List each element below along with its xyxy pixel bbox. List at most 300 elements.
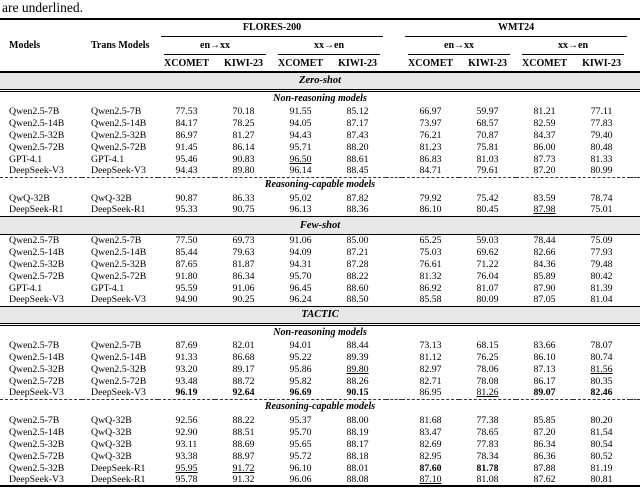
metric-value: 95.86 [289,363,312,375]
metric-value: 85.12 [346,105,369,117]
metric-value: 86.83 [419,153,442,165]
trans-model-name: DeepSeek-V3 [91,387,146,399]
metric-value: 93.38 [175,450,198,462]
metric-value: 79.61 [476,165,499,177]
trans-model-name: Qwen2.5-32B [91,363,147,375]
metric-value: 80.20 [590,414,613,426]
column-gap [630,351,640,363]
direction-header-flores-en-xx: en→xx [158,37,272,55]
trans-model-name: QwQ-32B [91,192,132,204]
metric-value: 90.75 [232,204,255,216]
metric-value: 91.80 [175,270,198,282]
metric-value: 88.19 [346,426,369,438]
metric-value: 96.50 [289,153,312,165]
model-name: Qwen2.5-32B [9,462,65,474]
metric-value: 80.35 [590,375,613,387]
column-gap [630,339,640,351]
metric-value: 81.23 [419,141,442,153]
table-row [0,363,640,375]
trans-model-name: DeepSeek-V3 [91,165,146,177]
table-row [0,141,640,153]
section-band-row [0,306,640,324]
model-name: DeepSeek-V3 [9,474,64,485]
model-group-subtitle: Non-reasoning models [273,92,367,104]
metric-value: 70.87 [476,129,499,141]
metric-value: 88.01 [346,462,369,474]
metric-value: 96.14 [289,165,312,177]
metric-value: 77.53 [175,105,198,117]
metric-value: 95.70 [289,426,312,438]
trans-model-name: GPT-4.1 [91,153,125,165]
trans-model-name: GPT-4.1 [91,282,125,294]
metric-value: 85.58 [419,294,442,306]
metric-value: 95.82 [289,375,312,387]
trans-model-name: Qwen2.5-32B [91,129,147,141]
metric-value: 91.32 [232,474,255,485]
column-gap [386,246,402,258]
metric-value: 87.13 [533,363,556,375]
metric-value: 84.37 [533,129,556,141]
metric-value: 86.00 [533,141,556,153]
metric-value: 89.17 [232,363,255,375]
metric-value: 93.11 [175,438,198,450]
metric-value: 92.90 [175,426,198,438]
metric-value: 78.34 [476,450,499,462]
metric-value: 81.39 [590,282,613,294]
table-row [0,282,640,294]
metric-value: 81.87 [232,258,255,270]
metric-value: 92.56 [175,414,198,426]
metric-value: 69.73 [232,234,255,246]
metric-value: 82.59 [533,117,556,129]
table-row [0,192,640,204]
metric-value: 86.14 [232,141,255,153]
subsection-header-row [0,399,640,414]
metric-value: 88.69 [232,438,255,450]
metric-value: 96.69 [289,387,312,399]
metric-value: 71.22 [476,258,499,270]
metric-value: 83.66 [533,339,556,351]
metric-value: 77.38 [476,414,499,426]
metric-value: 80.09 [476,294,499,306]
metric-value: 88.17 [346,438,369,450]
trans-model-name: QwQ-32B [91,438,132,450]
metric-value: 80.52 [590,450,613,462]
column-gap [386,129,402,141]
column-gap [630,474,640,486]
metric-value: 81.54 [590,426,613,438]
metric-value: 88.61 [346,153,369,165]
caption-fragment: are underlined. [2,0,83,15]
metric-value: 77.93 [590,246,613,258]
metric-value: 80.99 [590,165,613,177]
column-gap [630,153,640,165]
subsection-header-row [0,324,640,339]
section-band-row [0,72,640,90]
model-name: Qwen2.5-7B [9,105,60,117]
metric-value: 86.68 [232,351,255,363]
metric-value: 86.92 [419,282,442,294]
dataset-header-wmt24: WMT24 [402,19,630,37]
subsection-header-row [0,177,640,192]
metric-value: 80.74 [590,351,613,363]
column-gap [630,426,640,438]
metric-value: 94.05 [289,117,312,129]
metric-value: 73.97 [419,117,442,129]
metric-value: 81.07 [476,282,499,294]
metric-value: 81.27 [232,129,255,141]
column-gap [386,387,402,399]
metric-value: 95.95 [175,462,198,474]
model-group-subtitle: Reasoning-capable models [0,399,640,414]
trans-model-name: Qwen2.5-32B [91,258,147,270]
trans-model-name: Qwen2.5-72B [91,270,147,282]
metric-value: 95.70 [289,270,312,282]
metric-value: 92.64 [232,387,255,399]
trans-model-name: Qwen2.5-72B [91,141,147,153]
model-name: Qwen2.5-32B [9,363,65,375]
metric-value: 86.34 [232,270,255,282]
table-row [0,387,640,399]
metric-value: 59.97 [476,105,499,117]
models-column-header: Models [0,19,82,72]
metric-value: 91.33 [175,351,198,363]
metric-header-xcomet: XCOMET [158,55,215,72]
column-gap [386,282,402,294]
metric-value: 82.46 [590,387,613,399]
metric-value: 82.95 [419,450,442,462]
metric-value: 87.28 [346,258,369,270]
metric-value: 86.97 [175,129,198,141]
metric-value: 96.06 [289,474,312,485]
section-title: Few-shot [0,216,640,234]
metric-value: 70.18 [232,105,255,117]
column-gap [386,414,402,426]
trans-model-name: Qwen2.5-14B [91,117,147,129]
metric-value: 78.06 [476,363,499,375]
table-header [0,19,640,72]
metric-value: 93.20 [175,363,198,375]
metric-value: 88.51 [232,426,255,438]
metric-value: 83.59 [533,192,556,204]
metric-value: 81.26 [476,387,499,399]
model-name: Qwen2.5-7B [9,234,60,246]
metric-value: 76.04 [476,270,499,282]
metric-value: 94.43 [175,165,198,177]
metric-value: 95.72 [289,450,312,462]
column-gap [386,438,402,450]
metric-value: 91.72 [232,462,255,474]
metric-value: 81.32 [419,270,442,282]
column-gap [630,141,640,153]
metric-value: 96.19 [175,387,198,399]
metric-value: 87.20 [533,165,556,177]
column-gap [386,426,402,438]
metric-value: 87.90 [533,282,556,294]
metric-value: 94.09 [289,246,312,258]
metric-value: 78.44 [533,234,556,246]
metric-value: 81.21 [533,105,556,117]
column-gap [386,153,402,165]
metric-value: 95.02 [289,192,312,204]
table-row [0,165,640,177]
metric-value: 88.45 [346,165,369,177]
metric-value: 88.26 [346,375,369,387]
column-gap [630,282,640,294]
table-row [0,234,640,246]
metric-value: 80.45 [476,204,499,216]
section-title: Zero-shot [0,72,640,90]
metric-value: 79.40 [590,129,613,141]
metric-value: 91.45 [175,141,198,153]
column-gap [386,165,402,177]
column-gap [630,414,640,426]
metric-value: 87.65 [175,258,198,270]
metric-value: 73.13 [419,339,442,351]
metric-value: 95.59 [175,282,198,294]
metric-value: 96.13 [289,204,312,216]
results-table [0,18,640,487]
metric-value: 84.17 [175,117,198,129]
metric-value: 82.66 [533,246,556,258]
metric-value: 80.81 [590,474,613,485]
table-row [0,258,640,270]
trans-models-column-header: Trans Models [82,19,158,72]
table-row [0,246,640,258]
metric-value: 89.80 [232,165,255,177]
table-row [0,294,640,306]
metric-value: 87.82 [346,192,369,204]
metric-value: 76.25 [476,351,499,363]
metric-value: 81.12 [419,351,442,363]
metric-value: 90.25 [232,294,255,306]
metric-value: 75.01 [590,204,613,216]
trans-model-name: QwQ-32B [91,414,132,426]
metric-value: 86.17 [533,375,556,387]
direction-header-wmt-en-xx: en→xx [402,37,516,55]
metric-value: 88.36 [346,204,369,216]
metric-value: 91.55 [289,105,312,117]
subsection-header-row [0,90,640,105]
metric-value: 96.24 [289,294,312,306]
metric-value: 93.48 [175,375,198,387]
column-gap [386,204,402,216]
metric-value: 87.20 [533,426,556,438]
metric-value: 88.00 [346,414,369,426]
column-gap [386,294,402,306]
column-gap [630,204,640,216]
column-gap [386,339,402,351]
column-gap [630,117,640,129]
metric-value: 85.44 [175,246,198,258]
model-name: Qwen2.5-14B [9,351,65,363]
metric-value: 75.09 [590,234,613,246]
metric-value: 87.73 [533,153,556,165]
metric-value: 78.07 [590,339,613,351]
metric-value: 79.92 [419,192,442,204]
metric-value: 87.17 [346,117,369,129]
metric-value: 96.10 [289,462,312,474]
column-gap [630,258,640,270]
model-name: DeepSeek-V3 [9,387,64,399]
metric-value: 80.48 [590,141,613,153]
metric-value: 95.33 [175,204,198,216]
table-row [0,153,640,165]
model-name: GPT-4.1 [9,153,43,165]
metric-value: 68.15 [476,339,499,351]
metric-value: 59.03 [476,234,499,246]
metric-value: 80.54 [590,438,613,450]
table-row [0,375,640,387]
column-gap [630,438,640,450]
model-name: Qwen2.5-72B [9,450,65,462]
metric-value: 87.60 [419,462,442,474]
metric-value: 86.34 [533,438,556,450]
column-gap [386,351,402,363]
model-name: Qwen2.5-7B [9,339,60,351]
metric-value: 79.63 [232,246,255,258]
column-gap [630,19,640,72]
column-gap [630,270,640,282]
table-row [0,117,640,129]
metric-value: 89.80 [346,363,369,375]
metric-value: 88.22 [232,414,255,426]
metric-value: 94.01 [289,339,312,351]
column-gap [630,375,640,387]
model-name: Qwen2.5-14B [9,117,65,129]
column-gap [386,375,402,387]
metric-value: 76.61 [419,258,442,270]
trans-model-name: Qwen2.5-7B [91,105,142,117]
model-name: Qwen2.5-7B [9,414,60,426]
table-row [0,450,640,462]
model-name: DeepSeek-V3 [9,294,64,306]
model-name: Qwen2.5-72B [9,141,65,153]
model-name: Qwen2.5-14B [9,246,65,258]
table-row [0,462,640,474]
table-row [0,426,640,438]
metric-header-kiwi23: KIWI-23 [573,55,630,72]
column-gap [630,129,640,141]
table-row [0,438,640,450]
metric-value: 85.00 [346,234,369,246]
trans-model-name: DeepSeek-R1 [91,204,146,216]
column-gap [386,363,402,375]
metric-header-xcomet: XCOMET [516,55,573,72]
metric-value: 78.74 [590,192,613,204]
model-name: Qwen2.5-32B [9,129,65,141]
table-row [0,270,640,282]
trans-model-name: Qwen2.5-72B [91,375,147,387]
metric-value: 96.45 [289,282,312,294]
column-gap [630,363,640,375]
metric-value: 75.03 [419,246,442,258]
metric-value: 81.03 [476,153,499,165]
metric-value: 82.97 [419,363,442,375]
model-name: Qwen2.5-14B [9,426,65,438]
section-title: TACTIC [0,306,640,324]
metric-value: 88.72 [232,375,255,387]
metric-value: 94.43 [289,129,312,141]
trans-model-name: DeepSeek-R1 [91,462,146,474]
dataset-header-row [0,19,640,37]
trans-model-name: Qwen2.5-14B [91,351,147,363]
column-gap [630,450,640,462]
column-gap [386,19,402,72]
metric-value: 95.46 [175,153,198,165]
column-gap [630,192,640,204]
trans-model-name: Qwen2.5-7B [91,234,142,246]
metric-value: 88.97 [232,450,255,462]
trans-model-name: DeepSeek-R1 [91,474,146,485]
metric-value: 87.62 [533,474,556,485]
direction-header-flores-xx-en: xx→en [272,37,386,55]
column-gap [386,105,402,117]
metric-value: 77.50 [175,234,198,246]
metric-value: 83.47 [419,426,442,438]
metric-value: 81.33 [590,153,613,165]
metric-value: 95.78 [175,474,198,485]
metric-value: 82.01 [232,339,255,351]
model-name: Qwen2.5-32B [9,258,65,270]
metric-value: 84.36 [533,258,556,270]
metric-value: 78.65 [476,426,499,438]
metric-value: 89.39 [346,351,369,363]
metric-value: 82.71 [419,375,442,387]
metric-value: 88.20 [346,141,369,153]
metric-value: 88.50 [346,294,369,306]
metric-value: 75.81 [476,141,499,153]
column-gap [630,165,640,177]
column-gap [386,270,402,282]
metric-header-xcomet: XCOMET [272,55,329,72]
model-name: Qwen2.5-32B [9,438,65,450]
metric-value: 81.04 [590,294,613,306]
metric-value: 87.10 [419,474,442,485]
metric-value: 65.25 [419,234,442,246]
metric-value: 88.22 [346,270,369,282]
column-gap [386,450,402,462]
trans-model-name: DeepSeek-V3 [91,294,146,306]
trans-model-name: Qwen2.5-7B [91,339,142,351]
metric-header-kiwi23: KIWI-23 [215,55,272,72]
metric-value: 78.08 [476,375,499,387]
column-gap [386,258,402,270]
metric-value: 79.48 [590,258,613,270]
model-group-subtitle: Non-reasoning models [273,326,367,338]
metric-value: 95.22 [289,351,312,363]
metric-value: 89.07 [533,387,556,399]
model-name: QwQ-32B [9,192,50,204]
column-gap [630,246,640,258]
table-row [0,351,640,363]
metric-value: 86.95 [419,387,442,399]
column-gap [630,387,640,399]
metric-value: 85.85 [533,414,556,426]
trans-model-name: QwQ-32B [91,426,132,438]
metric-value: 86.10 [533,351,556,363]
model-name: Qwen2.5-72B [9,375,65,387]
metric-value: 91.06 [232,282,255,294]
metric-value: 80.42 [590,270,613,282]
metric-value: 95.71 [289,141,312,153]
metric-value: 77.83 [590,117,613,129]
metric-value: 91.06 [289,234,312,246]
metric-value: 66.97 [419,105,442,117]
metric-value: 86.36 [533,450,556,462]
trans-model-name: Qwen2.5-14B [91,246,147,258]
metric-header-kiwi23: KIWI-23 [329,55,386,72]
